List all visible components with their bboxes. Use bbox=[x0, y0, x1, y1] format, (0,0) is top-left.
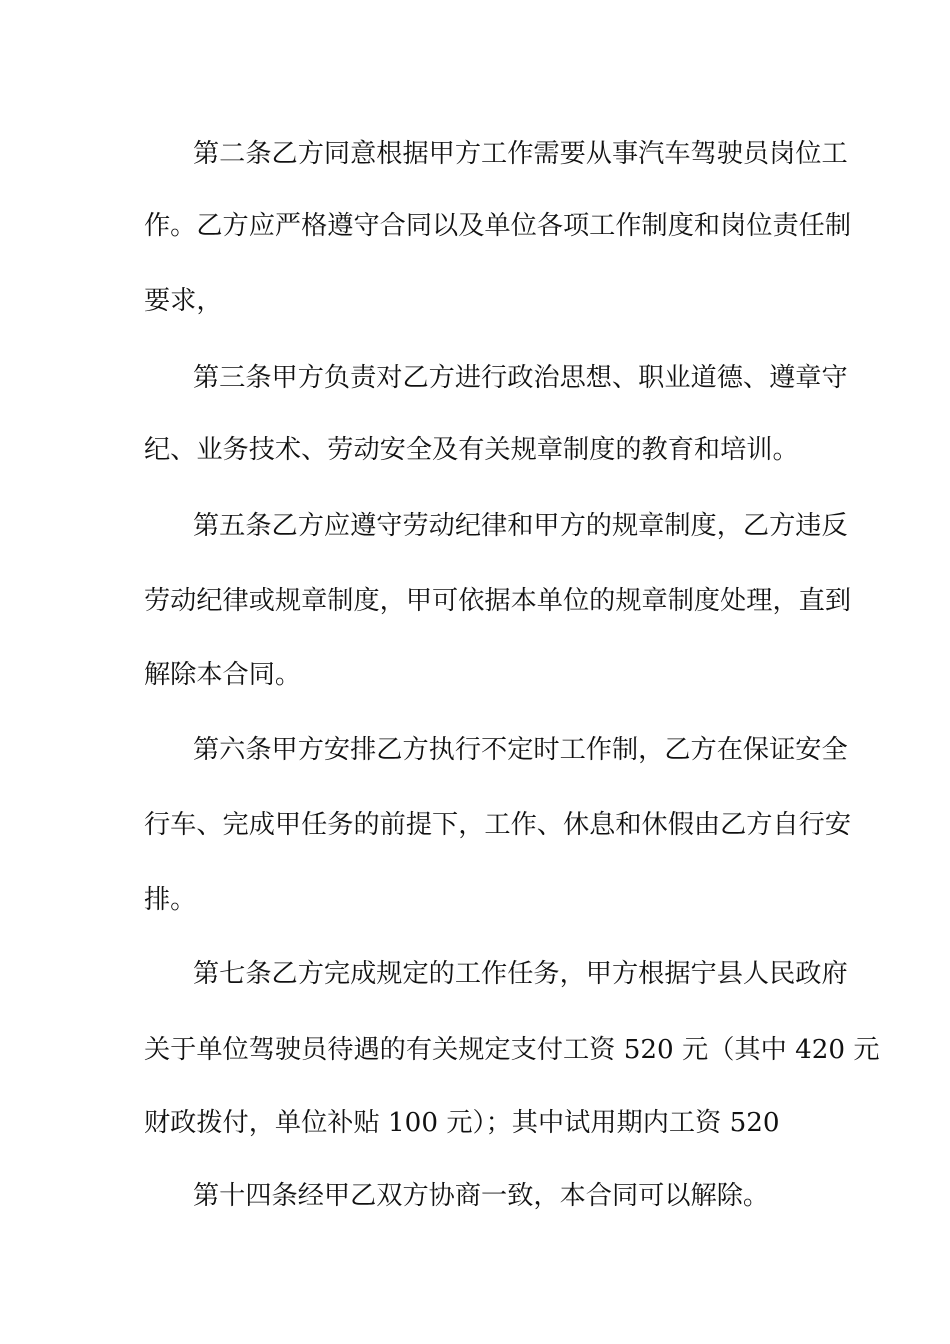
article-7-line-1: 第七条乙方完成规定的工作任务，甲方根据宁县人民政府 bbox=[193, 959, 848, 989]
article-2-line-2: 作。乙方应严格遵守合同以及单位各项工作制度和岗位责任制 bbox=[144, 211, 852, 241]
article-5-line-3: 解除本合同。 bbox=[144, 660, 302, 690]
article-6-line-1: 第六条甲方安排乙方执行不定时工作制，乙方在保证安全 bbox=[193, 735, 848, 765]
article-6-line-2: 行车、完成甲任务的前提下，工作、休息和休假由乙方自行安 bbox=[144, 810, 852, 840]
article-7-line-3: 财政拨付，单位补贴 100 元）；其中试用期内工资 520 bbox=[144, 1108, 780, 1138]
article-3-line-2: 纪、业务技术、劳动安全及有关规章制度的教育和培训。 bbox=[144, 435, 799, 465]
article-2-line-3: 要求， bbox=[144, 286, 223, 316]
article-5-line-2: 劳动纪律或规章制度，甲可依据本单位的规章制度处理，直到 bbox=[144, 586, 852, 616]
article-6-line-3: 排。 bbox=[144, 885, 197, 915]
article-2-line-1: 第二条乙方同意根据甲方工作需要从事汽车驾驶员岗位工 bbox=[193, 139, 848, 169]
article-3-line-1: 第三条甲方负责对乙方进行政治思想、职业道德、遵章守 bbox=[193, 363, 848, 393]
article-7-line-2: 关于单位驾驶员待遇的有关规定支付工资 520 元（其中 420 元 bbox=[144, 1035, 880, 1065]
article-5-line-1: 第五条乙方应遵守劳动纪律和甲方的规章制度，乙方违反 bbox=[193, 511, 848, 541]
article-14-line-1: 第十四条经甲乙双方协商一致，本合同可以解除。 bbox=[193, 1181, 770, 1211]
